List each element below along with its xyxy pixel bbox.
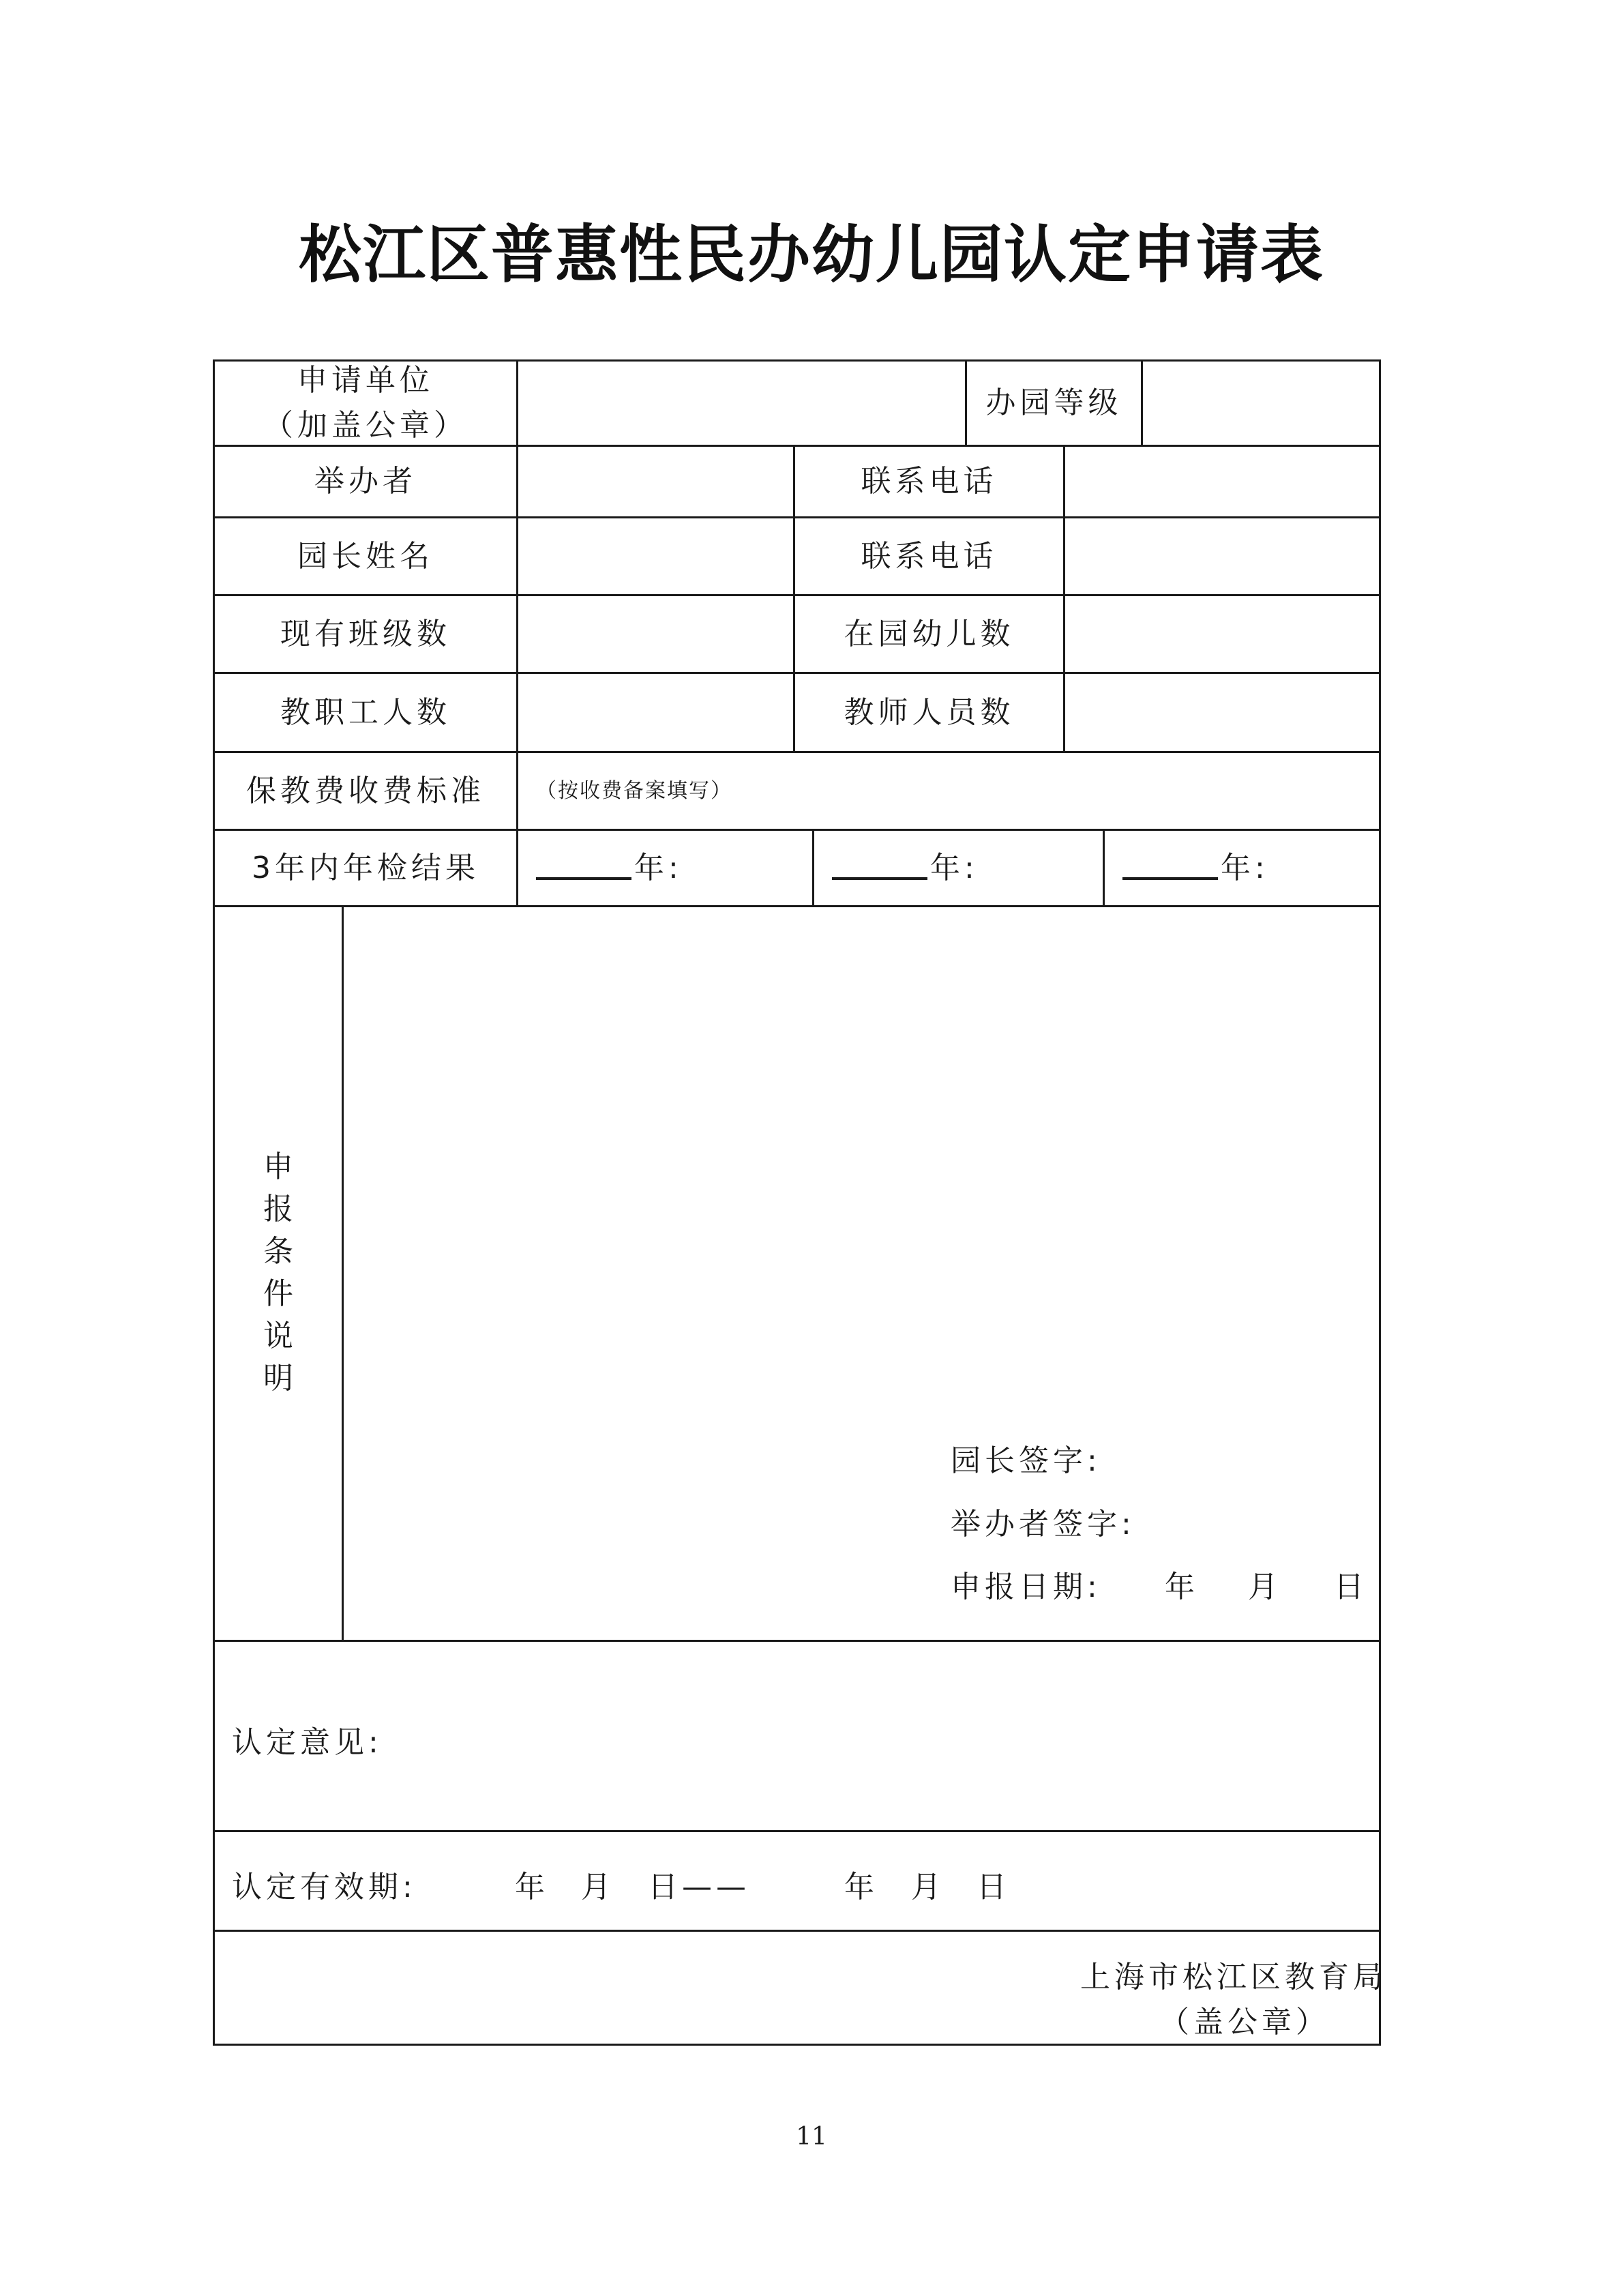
- tuition-standard-field[interactable]: [518, 753, 1379, 829]
- sponsor-field[interactable]: [518, 447, 793, 516]
- row-divider: [213, 1930, 1381, 1932]
- applicant-unit-label-line1: 申请单位: [297, 363, 434, 398]
- year-suffix: 年:: [634, 850, 683, 885]
- validity-from-month: 月: [581, 1870, 615, 1904]
- application-date-month: 月: [1248, 1570, 1282, 1604]
- applicant-unit-label-line2: （加盖公章）: [263, 408, 468, 443]
- principal-name-field[interactable]: [518, 518, 793, 594]
- staff-count-label: 教职工人数: [280, 694, 451, 730]
- principal-signature-label: 园长签字:: [951, 1443, 1101, 1478]
- conditions-description-field[interactable]: [344, 907, 1379, 1412]
- kindergarten-grade-label: 办园等级: [985, 385, 1122, 420]
- page-number: 11: [796, 2123, 827, 2151]
- validity-period-label: 认定有效期:: [232, 1870, 417, 1904]
- kindergarten-grade-field[interactable]: [1143, 362, 1379, 445]
- enrolled-children-field[interactable]: [1065, 596, 1379, 672]
- annual-inspection-year-2[interactable]: [814, 831, 1103, 905]
- tuition-standard-label: 保教费收费标准: [246, 773, 485, 808]
- official-seal-note: （盖公章）: [1159, 2005, 1330, 2040]
- class-count-field[interactable]: [518, 596, 793, 672]
- form-title: 松江区普惠性民办幼儿园认定申请表: [298, 218, 1324, 291]
- year-suffix: 年:: [1221, 850, 1269, 885]
- validity-from-year: 年: [515, 1870, 549, 1904]
- table-border-bottom: [213, 2044, 1381, 2046]
- class-count-label: 现有班级数: [280, 616, 451, 651]
- principal-signature-field[interactable]: [1105, 1432, 1371, 1480]
- sponsor-phone-field[interactable]: [1065, 447, 1379, 516]
- principal-phone-field[interactable]: [1065, 518, 1379, 594]
- sponsor-signature-label: 举办者签字:: [951, 1507, 1135, 1542]
- year-blank-line: [832, 857, 927, 880]
- conditions-label-char: 说: [263, 1319, 293, 1353]
- table-border-right: [1379, 359, 1381, 2046]
- year-blank-line: [536, 857, 631, 880]
- conditions-label-vertical: [215, 1146, 342, 1400]
- annual-inspection-year-1[interactable]: [518, 831, 812, 905]
- applicant-unit-label: [215, 362, 516, 445]
- sponsor-label: 举办者: [314, 464, 417, 499]
- staff-count-field[interactable]: [518, 674, 793, 751]
- conditions-label-char: 件: [263, 1276, 293, 1311]
- annual-inspection-label: 3年内年检结果: [252, 850, 479, 885]
- approval-opinion-field[interactable]: [382, 1644, 1378, 1828]
- principal-phone-label: 联系电话: [861, 538, 998, 574]
- conditions-label-char: 申: [263, 1149, 293, 1184]
- teacher-count-label: 教师人员数: [844, 694, 1015, 730]
- validity-from-day: 日——: [648, 1870, 750, 1904]
- applicant-unit-field[interactable]: [518, 362, 965, 445]
- validity-to-month: 月: [911, 1870, 945, 1904]
- conditions-label-char: 明: [263, 1361, 293, 1396]
- row-divider: [213, 1640, 1381, 1642]
- issuing-authority-name: 上海市松江区教育局: [1080, 1960, 1387, 1995]
- row-divider: [213, 1830, 1381, 1832]
- sponsor-phone-label: 联系电话: [861, 464, 998, 499]
- annual-inspection-year-3[interactable]: [1105, 831, 1379, 905]
- application-date-day: 日: [1334, 1570, 1368, 1604]
- principal-name-label: 园长姓名: [297, 538, 434, 574]
- tuition-standard-hint: （按收费备案填写）: [536, 779, 732, 803]
- approval-opinion-label: 认定意见:: [232, 1725, 383, 1760]
- sponsor-signature-field[interactable]: [1132, 1496, 1371, 1544]
- conditions-label-char: 报: [263, 1192, 293, 1226]
- validity-to-day: 日: [977, 1870, 1011, 1904]
- application-date-year: 年: [1165, 1570, 1199, 1604]
- enrolled-children-label: 在园幼儿数: [844, 616, 1015, 651]
- year-blank-line: [1122, 857, 1218, 880]
- teacher-count-field[interactable]: [1065, 674, 1379, 751]
- application-date-label: 申报日期:: [951, 1570, 1101, 1604]
- validity-to-year: 年: [844, 1870, 878, 1904]
- year-suffix: 年:: [930, 850, 979, 885]
- conditions-label-char: 条: [263, 1234, 293, 1269]
